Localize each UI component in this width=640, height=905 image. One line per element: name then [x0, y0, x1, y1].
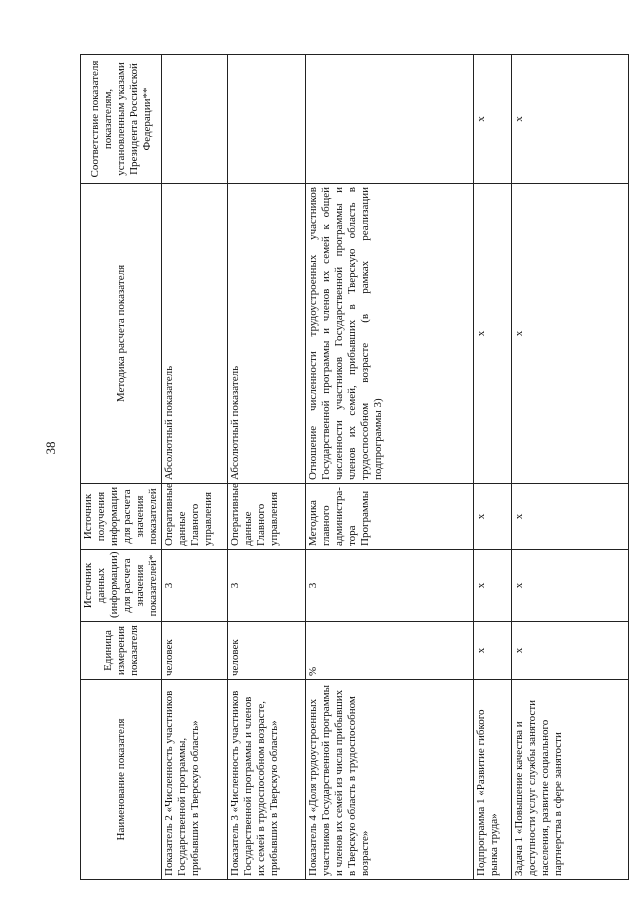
cell-method: х: [474, 184, 512, 484]
page-number: 38: [43, 441, 58, 455]
header-info-source: Источник получения информации для расчета значения показателей: [81, 484, 162, 550]
cell-unit: человек: [162, 622, 228, 680]
cell-unit: х: [474, 622, 512, 680]
table-row: [306, 55, 474, 880]
cell-decrees: х: [512, 55, 629, 184]
cell-unit: %: [306, 622, 474, 680]
cell-data-source: 3: [162, 550, 228, 622]
cell-unit: х: [512, 622, 629, 680]
table-row: [512, 55, 629, 880]
cell-indicator-name: Показатель 4 «Доля трудоустроенных участников Государственной программы и членов их семей из числа прибывших в Тверскую область в трудоспособном возрасте»: [306, 680, 474, 880]
cell-data-source: х: [512, 550, 629, 622]
cell-method: Отношение численности трудоустроенных участников Государственной программы и членов их семей к общей численности участников Государственной программы и членов их семей, прибывших в Тверскую область в трудоспособном возрасте (в рамках реализации подпрограммы 3): [306, 184, 474, 484]
cell-decrees: [228, 55, 306, 184]
header-indicator-name: Наименование показателя: [81, 680, 162, 880]
header-method: Методика расчета показателя: [81, 184, 162, 484]
cell-info-source: х: [512, 484, 629, 550]
cell-decrees: [162, 55, 228, 184]
cell-info-source: Оперативные данные Главного управления: [228, 484, 306, 550]
table-header-row: [81, 55, 162, 880]
header-data-source: Источник данных (информации) для расчета значения показателей*: [81, 550, 162, 622]
cell-indicator-name: Подпрограмма 1 «Развитие гибкого рынка труда»: [474, 680, 512, 880]
cell-data-source: х: [474, 550, 512, 622]
cell-info-source: х: [474, 484, 512, 550]
cell-method: Абсолютный показатель: [228, 184, 306, 484]
header-presidential-decrees: Соответствие показателя показателям, установленным указами Президента Российской Федерации**: [81, 55, 162, 184]
cell-unit: человек: [228, 622, 306, 680]
header-unit: Единица измерения показателя: [81, 622, 162, 680]
table-row: [162, 55, 228, 880]
cell-decrees: [306, 55, 474, 184]
cell-info-source: Методика главного администра-тора Программы: [306, 484, 474, 550]
table-row: [228, 55, 306, 880]
cell-indicator-name: Задача 1 «Повышение качества и доступности услуг службы занятости населения, развитие социального партнерства в сфере занятости: [512, 680, 629, 880]
cell-method: х: [512, 184, 629, 484]
cell-decrees: х: [474, 55, 512, 184]
table-row: [474, 55, 512, 880]
indicators-table: [80, 54, 629, 880]
cell-indicator-name: Показатель 3 «Численность участников Государственной программы и членов их семей в трудоспособном возрасте, прибывших в Тверскую область»: [228, 680, 306, 880]
cell-data-source: 3: [228, 550, 306, 622]
cell-method: Абсолютный показатель: [162, 184, 228, 484]
cell-info-source: Оперативные данные Главного управления: [162, 484, 228, 550]
cell-data-source: 3: [306, 550, 474, 622]
rotated-table-wrapper: [80, 55, 625, 880]
cell-indicator-name: Показатель 2 «Численность участников Государственной программы, прибывших в Тверскую область»: [162, 680, 228, 880]
